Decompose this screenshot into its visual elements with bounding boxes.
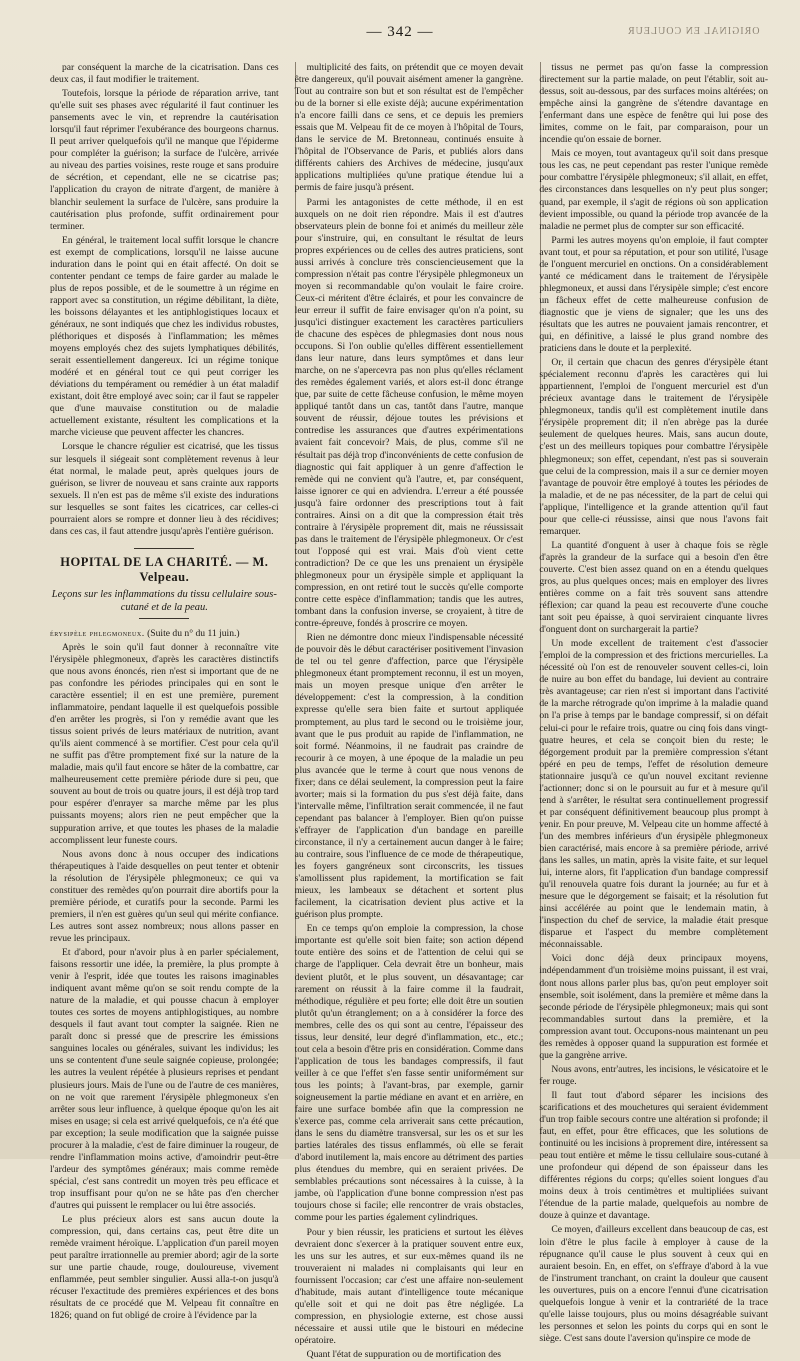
paragraph: multiplicité des faits, on prétendit que ce moyen devait être dangereux, qu'il pouvait aisément amener la gangrène. Tout au contraire son but et son résultat est de l'empêcher ou de la borner si elle existe déjà; aucune expérimentation n'a encore failli dans ce sens, et ce depuis les premiers essais que M. Velpeau fit de ce moyen à l'hôpital de Tours, dans le service de M. Bretonneau, continués ensuite à l'hôpital de l'Observance de Paris, et publiés alors dans différents cahiers des Archives de médecine, jusqu'aux applications multipliées qu'une pratique étendue lui a permis de faire jusqu'à présent. xyxy=(294,62,524,194)
column-middle xyxy=(294,62,524,1360)
paragraph: Après le soin qu'il faut donner à reconnaître vite l'érysipèle phlegmoneux, d'après les caractères distinctifs que nous avons énoncés, rien n'est si important que de ne pas confondre les périodes principales qui en sont le caractère essentiel; il en est une première, purement inflammatoire, pendant laquelle il est quelquefois possible d'en arrêter les progrès, si l'on y remédie avant que les tissus soient privés de leurs matériaux de nutrition, avant qu'ils aient commencé à se mortifier. C'est pour cela qu'il ne suffit pas d'être promptement fixé sur la nature de la maladie, mais qu'il faut encore se hâter de la combattre, car malheureusement cette première période dure si peu, que souvent au bout de trois ou quatre jours, il est déjà trop tard pour espérer d'enrayer sa marche même par les plus puissants moyens; alors rien ne peut empêcher que la suppuration arrive, et que toutes les phases de la maladie accomplissent leur funeste cours. xyxy=(50,641,279,846)
lead-rest: (Suite du n° du 11 juin.) xyxy=(147,627,240,639)
paragraph: Toutefois, lorsque la période de réparation arrive, tant qu'elle suit ses phases avec régularité il faut continuer les pansements avec le vin, et reprendre la cautérisation lorsqu'il faut réprimer l'exubérance des bourgeons charnus. Il peut arriver quelquefois qu'il ne manque que l'épiderme pour compléter la guérison; la surface de l'ulcère, arrivée au niveau des parties voisines, reste rouge et sans produire de sécrétion, et cependant, elle ne se cicatrise pas; l'application du crayon de nitrate d'argent, de manière à blanchir seulement la surface de l'ulcère, sans produire la cautérisation plus profonde, suffit ordinairement pour terminer. xyxy=(50,88,279,232)
paragraph: Voici donc déjà deux principaux moyens, indépendamment d'un troisième moins puissant, il est vrai, dont nous allons parler plus bas, qu'on peut employer soit ensemble, soit isolément, dans la première et même dans la seconde période de l'érysipèle phlegmoneux; mais qui sont recommandables surtout dans la première, et la compression avant tout. Occupons-nous maintenant un peu des remèdes à opposer quand la suppuration est formée et que la gangrène arrive. xyxy=(539,953,769,1061)
bleed-through-text: ORIGINAL EN COULEUR xyxy=(627,26,760,37)
paragraph: Il faut tout d'abord séparer les incisions des scarifications et des mouchetures qui seraient évidemment d'un trop faible secours contre une altération si profonde; il faut, en effet, pour être efficaces, que les solutions de continuité ou les incisions à proprement dire, intéressent sa peau tout entière et même le tissu cellulaire sous-cutané à une profondeur qui dépend de son épaisseur dans les différentes régions du corps; qu'elles soient longues d'au moins deux à trois centimètres et multipliées suivant l'étendue de la partie malade, quelquefois au nombre de douze à quinze et davantage. xyxy=(539,1089,769,1222)
paragraph: Parmi les antagonistes de cette méthode, il en est auxquels on ne doit rien répondre. Mais il est d'autres observateurs plein de bonne foi et animés du meilleur zèle pour s'instruire, qui, en consultant le résultat de leurs propres expériences ou de celles des autres praticiens, sont aussi arrivés à conclure très consciencieusement que la compression n'était pas contre l'érysipèle phlegmoneux un moyen si recommandable qu'on voulait le faire croire. Ceux-ci méritent d'être éclairés, et pour les convaincre de leur erreur il suffit de faire envisager qu'on n'a point, su jusqu'ici distinguer exactement les caractères particuliers de chacune des espèces de phlegmasies dont nous nous occupons. Si l'on oublie qu'elles diffèrent essentiellement dans leur nature, dans leurs symptômes et dans leur marche, on ne s'apercevra pas non plus qu'elles réclament des remèdes également variés, et alors est-il donc étrange que, par suite de cette fâcheuse confusion, le même moyen appliqué tantôt dans un cas, tantôt dans l'autre, manque souvent de réussir, déjoue toutes les prévisions et contredise les assurances que d'autres expérimentations avaient fait concevoir? Mais, de plus, comme s'il ne résultait pas déjà trop d'inconvénients de cette confusion de diagnostic qui fait appliquer à un genre d'affection le remède qui ne convient qu'à l'autre, et, par conséquent, laisse ignorer ce qui en adviendra. L'erreur a été poussée jusqu'à faire ordonner des prescriptions tout à fait contraires. Ainsi on a dit que la compression était très contraire à l'érysipèle proprement dit, mais ne réussissait pas dans le traitement de l'érysipèle phlegmoneux. Or c'est tout l'opposé qui est vrai. Mais d'où vient cette contradiction? De ce que les uns prenaient un érysipèle phlegmoneux pour un érysipèle simple et appliquant la compression, en ont retiré tout le succès qu'elle comporte contre cette espèce d'inflammation; tandis que les autres, tombant dans la confusion inverse, se croyaient, à titre de contre-épreuve, fondés à proscrire ce moyen. xyxy=(294,196,524,630)
paragraph: Nous avons donc à nous occuper des indications thérapeutiques à l'aide desquelles on peut tenter et obtenir la résolution de l'érysipèle phlegmoneux; ce qui va constituer des remèdes qu'on pourrait dire abortifs pour la première période, et curatifs pour la seconde. Parmi les premiers, il n'en est guères qu'un seul qui mérite confiance. Les autres sont assez nombreux; nous allons passer en revue les principaux. xyxy=(50,848,279,944)
paragraph: Lorsque le chancre régulier est cicatrisé, que les tissus sur lesquels il siégeait sont complètement revenus à leur état normal, le malade peut, après quelques jours de guérison, se livrer de nouveau et sans crainte aux rapports sexuels. Il n'en est pas de même s'il existe des indurations sur lesquelles se sont faites les cicatrices, car celles-ci pourraient alors se rompre et donner lieu à des récidives; dans ces cas, il faut attendre jusqu'après l'entière guérison. xyxy=(50,441,279,537)
paragraph: par conséquent la marche de la cicatrisation. Dans ces deux cas, il faut modifier le traitement. xyxy=(50,62,279,86)
paragraph: tissus ne permet pas qu'on fasse la compression directement sur la partie malade, on peut l'établir, soit au-dessus, soit au-dessous, par des surfaces moins altérées; on empêche ainsi la gangrène de s'étendre davantage en l'enfermant dans une espèce de fenêtre qui lui pose des limites, comme on le fait, par comparaison, pour un incendie qu'on essaie de borner. xyxy=(539,62,769,146)
paragraph: En ce temps qu'on emploie la compression, la chose importante est qu'elle soit bien faite; son action dépend toute entière des soins et de l'attention de celui qui se charge de l'appliquer. Cela devrait être un bonheur, mais devient plutôt, et le plus souvent, un désavantage; car rarement on réussit à la faire comme il la faudrait, méthodique, régulière et peu forte; elle doit être un soutien plutôt qu'un étranglement; on a à considérer la force des membres, celle des os qui sont au centre, l'épaisseur des tissus, leur densité, leur degré d'inflammation, etc., etc.; tout cela a besoin d'être pris en considération. Comme dans l'application de tous les bandages compressifs, il faut veiller à ce que l'effet s'en fasse sentir uniformément sur tous les points; à l'avant-bras, par exemple, garnir soigneusement la partie médiane en avant et en arrière, en faire une surface bombée afin que la compression ne s'exerce pas, comme cela arriverait sans cette précaution, dans le sens du diamètre transversal, sur les os et sur les parties latérales des tissus enflammés, où elle se ferait d'abord inutilement la, mais encore au détriment des parties plus étendues du membre, qui en seraient privées. De semblables précautions sont nécessaires à la cuisse, à la jambe, où l'application d'une bonne compression n'est pas toujours chose si facile; elle rencontrer de vrais obstacles, comme pour les parties également cylindriques. xyxy=(294,923,524,1224)
section-heading xyxy=(50,548,279,585)
paragraph: Pour y bien réussir, les praticiens et surtout les élèves devraient donc s'exercer à la pratiquer souvent entre eux, les uns sur les autres, et sur eux-mêmes quand ils ne trouveraient ni malades ni complaisants qui leur en fournissent l'occasion; car c'est une affaire non-seulement d'habitude, mais autant d'intelligence toute mécanique qu'elle soit et qui ne doit pas être négligée. La compression, en physiologie externe, est chose aussi nécessaire et aussi utile que le bistouri en médecine opératoire. xyxy=(294,1226,524,1346)
paragraph: La quantité d'onguent à user à chaque fois se règle d'après la grandeur de la surface qui a besoin d'en être couverte. C'est bien assez quand on en a étendu quelques gros, au plus quelques onces; mais en employer des livres entières comme on a fait très souvent sans attendre réflexion; car quand la peau est recouverte d'une couche tant soit peu épaisse, à quoi serviraient cinquante livres d'onguent dont on surchargerait la partie? xyxy=(539,539,769,636)
paragraph: Rien ne démontre donc mieux l'indispensable nécessité de pouvoir dès le début caractériser positivement l'invasion de tel ou tel genre d'affection, parce que l'érysipèle phlegmoneux étant promptement reconnu, il est un moyen, mais un moyen presque unique d'en arrêter le développement: c'est la compression, à la condition expresse qu'elle sera bien faite et surtout appliquée promptement, au plus tard le second ou le troisième jour, avant que le pus produit au rapide de l'inflammation, ne soit formé. Néanmoins, il ne faudrait pas craindre de recourir à ce moyen, à une époque de la maladie un peu plus avancée que le terme à court que nous venons de fixer; dans ce délai seulement, la compression peut la faire avorter; mais si la formation du pus s'est déjà faite, dans l'intervalle même, l'infiltration serait commencée, il ne faut cependant pas balancer à l'employer. Bien qu'on puisse s'effrayer de l'application d'un bandage en pareille circonstance, il n'y a certainement aucun danger à le faire; au contraire, sous l'influence de ce mode de thérapeutique, les foyers gangréneux sont circonscrits, les tissues s'amollissent plus rapidement, la mortification se fait mieux, les lambeaux se détachent et sortent plus facilement, la cicatrisation devient plus active et la guérison plus prompte. xyxy=(294,632,524,921)
columns xyxy=(50,62,769,1360)
paragraph: Nous avons, entr'autres, les incisions, le vésicatoire et le fer rouge. xyxy=(539,1063,769,1087)
paragraph: Ce moyen, d'ailleurs excellent dans beaucoup de cas, est loin d'être le plus facile à employer à cause de la répugnance qu'il cause le plus souvent à ceux qui en auraient besoin. En, en effet, on s'effraye d'abord à la vue de l'instrument tranchant, on craint la douleur que causent les ouvertures, puis on a encore l'ennui d'une cicatrisation quelquefois longue à venir et la contrariété de la trace qu'elle laisse toujours, plus ou moins désagréable suivant les personnes et selon les points du corps qui en sont le siège. C'est sans doute l'aversion qu'inspire ce mode de xyxy=(539,1224,769,1344)
paragraph: Parmi les autres moyens qu'on emploie, il faut compter avant tout, et pour sa réputation, et pour son utilité, l'usage de l'onguent mercuriel en onctions. On a considérablement vanté ce médicament dans le traitement de l'érysipèle phlegmoneux, et aussi dans l'érysipèle simple; c'est encore un fâcheux effet de cette malheureuse confusion de diagnostic que je viens de signaler; que les uns des résultats que les autres ne pouvaient jamais rencontrer, et qui, en définitive, a laissé le plus grand nombre des praticiens dans le doute et la perplexité. xyxy=(539,234,769,355)
column-left xyxy=(50,62,279,1322)
lead-label: érysipèle phlegmoneux. xyxy=(50,627,145,638)
subtitle-rule xyxy=(139,618,189,619)
paragraph: Le plus précieux alors est sans aucun doute la compression, qui, dans certains cas, peut être dite un remède vraiment héroïque. L'application d'un pareil moyen peut paraître irrationnelle au premier abord; agir de la sorte sur une partie chaude, rouge, douloureuse, vivement enflammée, peut sembler singulier. Aussi alla-t-on jusqu'à récuser l'exactitude des premières expériences et des bons résultats de ce procédé que M. Velpeau fit connaître en 1826; quand on fut obligé de croire à l'évidence par la xyxy=(50,1214,279,1322)
section-subtitle: Leçons sur les inflammations du tissu cellulaire sous-cutané et de la peau. xyxy=(51,588,277,613)
page-number: — 342 — xyxy=(366,24,434,40)
paragraph: Mais ce moyen, tout avantageux qu'il soit dans presque tous les cas, ne peut cependant pas rester l'unique remède pour combattre l'érysipèle phlegmoneux; s'il allait, en effet, des circonstances dans lesquelles on n'y peut plus songer; quand, par exemple, il s'agit de régions où son application devient impossible, ou quand la période trop avancée de la maladie ne permet plus de compter sur son efficacité. xyxy=(539,148,769,232)
paragraph: Un mode excellent de traitement c'est d'associer l'emploi de la compression et des frictions mercurielles. La nécessité où l'on est de renouveler souvent celles-ci, loin de nuire au bon effet du bandage, lui devient au contraire très avantageuse; car rien n'est si important dans l'activité de la marche rétrograde qu'on imprime à la maladie quand on l'a prise à temps par le bandage compressif, si on défait celui-ci pour le refaire trois, quatre ou cinq fois dans vingt-quatre heures, et cela se conçoit bien du reste; le dégorgement produit par la première compression s'étant opéré en peu de temps, l'effet de résolution demeure stationnaire jusqu'à ce qu'un nouvel excitant revienne l'actionner; donc si on le poursuit au fur et à mesure qu'il tend à s'arrêter, le résultat sera continuellement progressif et par conséquent définitivement beaucoup plus prompt à venir. En pour preuve, M. Velpeau cite un homme affecté à l'un des membres inférieurs d'un érysipèle phlegmoneux bien caractérisé, mais encore à sa première période, arrivé dans les salles, un matin, après la visite faite, et sur lequel lui, interne alors, fit l'application d'un bandage compressif qu'il renouvela quatre fois durant la journée; au fur et à mesure que le dégorgement se faisait; et la résolution fut ainsi accélérée au point que le lendemain matin, à l'inspection du chef de service, la maladie était presque disparue et l'aspect du membre complètement méconnaissable. xyxy=(539,638,769,951)
section-heading-text: HOPITAL DE LA CHARITÉ. — M. Velpeau. xyxy=(60,554,269,584)
paragraph: En général, le traitement local suffit lorsque le chancre est exempt de complications, lorsqu'il ne laisse aucune induration dans le point qui en était affecté. On doit se contenter pendant ce temps de faire garder au malade le plus de repos possible, et de le soumettre à un régime en rapport avec sa constitution, un régime débilitant, la diète, les boissons délayantes et les antiphlogistiques locaux et généraux, ne sont indiqués que chez les individus robustes, pléthoriques et disposés à l'inflammation; les mêmes moyens employés chez des sujets lymphatiques débilités, serait essentiellement dangereux. Ici un régime tonique modéré et en général tout ce qui peut corriger les déviations du tempérament ou remédier à un état maladif existant, doit être employé avec soin; car il faut se rappeler que d'une mauvaise constitution ou de maladie actuellement existante, résultent les complications et la marche vicieuse que peuvent affecter les chancres. xyxy=(50,234,279,439)
paragraph: Et d'abord, pour n'avoir plus à en parler spécialement, faisons ressortir une idée, la première, la plus prompte à venir à l'esprit, idée que toutes les raisons imaginables indiquent avant même qu'on se soit rendu compte de la nature de la maladie, et qui pousse chacun à employer toutes ces sortes de moyens antiphlogistiques, au nombre desquels il faut avant tout compter la saignée. Rien ne paraît donc si pressé que de prescrire les émissions sanguines locales ou générales, suivant les individus; les uns se contentent d'une seule saignée copieuse, prolongée; les autres la veulent répétée à plusieurs reprises et pendant plusieurs jours. Mais de l'une ou de l'autre de ces manières, on ne voit que rarement l'érysipèle phlegmoneux s'en arrêter sous leur influence, à quelque époque qu'on les ait mises en usage; si cela est arrivé quelquefois, ce n'a été que par exception; la seule modification que la saignée puisse procurer à la maladie, c'est de faire diminuer la rougeur, de rendre l'inflammation moins active, d'amoindrir peut-être l'ardeur des symptômes généraux; mais comme remède spécial, c'est sans contredit un moyen très peu efficace et trop insuffisant pour qu'on ne se hâte pas d'en chercher d'autres qui puissent le remplacer ou lui être associés. xyxy=(50,947,279,1211)
column-right xyxy=(539,62,769,1344)
paragraph: Or, il certain que chacun des genres d'érysipèle étant spécialement reconnu d'après les caractères qui lui appartiennent, l'emploi de l'onguent mercuriel est d'un précieux avantage dans le traitement de l'érysipèle phlegmoneux, tandis qu'il est complètement inutile dans l'érysipèle proprement dit; il n'en abrège pas la durée seulement de quelques heures. Mais, sans aucun doute, c'est un des meilleurs topiques pour combattre l'érysipèle phlegmoneux; son effet, cependant, n'est pas si souverain que celui de la compression, mais il a sur ce dernier moyen l'avantage de pouvoir être employé à toutes les périodes de la maladie, et de ne pas nécessiter, de la part de celui qui l'applique, l'intelligence et la grande attention qu'il faut pour que celle-ci réussisse, ainsi que nous l'avons fait remarquer. xyxy=(539,357,769,537)
lead-line xyxy=(50,627,279,640)
heading-rule xyxy=(134,548,194,549)
paragraph: Quant l'état de suppuration ou de mortification des xyxy=(306,1348,502,1360)
